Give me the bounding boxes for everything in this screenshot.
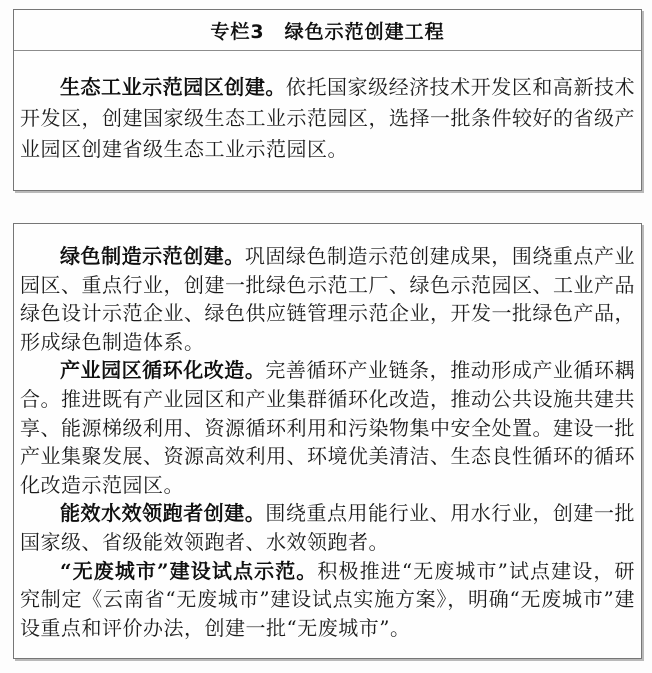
paragraph-green-manufacturing — [20, 242, 635, 356]
box2-content — [14, 224, 641, 658]
paragraph-body-waste-free-city: 积极推进“无废城市”试点建设，研究制定《云南省“无废城市”建设试点实施方案》，明确“无废城市”建设重点和评价办法，创建一批“无废城市”。 — [20, 558, 635, 640]
paragraph-lead-efficiency-frontrunners: 能效水效领跑者创建。 — [60, 501, 266, 526]
paragraph-circular-park-retrofit — [20, 356, 635, 499]
paragraph-lead-waste-free-city: “无废城市”建设试点示范。 — [60, 558, 318, 583]
panel-title-row — [14, 10, 641, 51]
box1-content — [14, 51, 641, 190]
paragraph-body-efficiency-frontrunners: 围绕重点用能行业、用水行业，创建一批国家级、省级能效领跑者、水效领跑者。 — [20, 501, 636, 554]
paragraph-body-circular-park-retrofit: 完善循环产业链条，推动形成产业循环耦合。推进既有产业园区和产业集群循环化改造，推动公共设施共建共享、能源梯级利用、资源循环利用和污染物集中安全处置。建设一批产业集聚发展、资源高效利用、环境优美清洁、生态良性循环的循环化改造示范园区。 — [20, 358, 636, 497]
panel-box-eco-industrial — [13, 9, 642, 191]
paragraph-body-eco-industrial-park: 依托国家级经济技术开发区和高新技术开发区，创建国家级生态工业示范园区，选择一批条件较好的省级产业园区创建省级生态工业示范园区。 — [20, 75, 636, 161]
paragraph-waste-free-city — [20, 557, 635, 643]
paragraph-lead-green-manufacturing: 绿色制造示范创建。 — [60, 244, 245, 268]
paragraph-eco-industrial-park — [20, 72, 635, 165]
paragraph-efficiency-frontrunners — [20, 499, 635, 556]
paragraph-lead-circular-park-retrofit: 产业园区循环化改造。 — [60, 358, 266, 383]
paragraph-body-green-manufacturing: 巩固绿色制造示范创建成果，围绕重点产业园区、重点行业，创建一批绿色示范工厂、绿色示范园区、工业产品绿色设计示范企业、绿色供应链管理示范企业，开发一批绿色产品，形成绿色制造体系。 — [20, 244, 636, 354]
panel-title: 专栏3 绿色示范创建工程 — [210, 20, 445, 43]
paragraph-lead-eco-industrial-park: 生态工业示范园区创建。 — [60, 75, 286, 99]
panel-box-demonstration-programs — [13, 223, 642, 659]
